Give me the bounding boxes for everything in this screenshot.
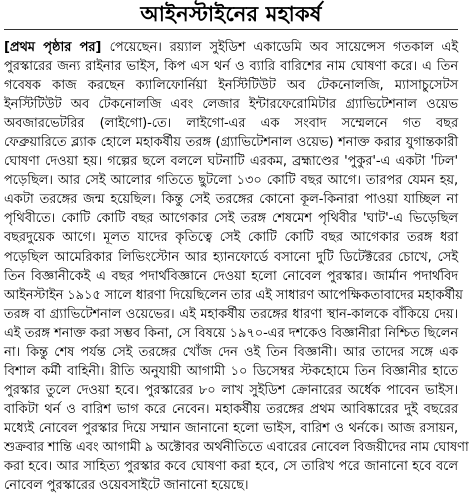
article-line (4, 95, 458, 114)
article-line (4, 190, 458, 209)
article-line (4, 343, 458, 362)
article-line-text: পেয়েছেন। রয়্যাল সুইডিশ একাডেমি অব সায়েন্সেস গতকাল এই (109, 40, 458, 55)
article-line (4, 400, 458, 419)
article-line (4, 38, 458, 57)
article-line (4, 114, 458, 133)
article-line-text: পুরস্কারের জন্য রাইনার ভাইস, কিপ এস থর্ন ও ব্যারি বারিশের নাম ঘোষণা করে। এ তিন (4, 59, 458, 75)
article-line-text: তরঙ্গ বা গ্র্যাভিটেশনাল ওয়েভের। এই মহাকর্ষীয় তরঙ্গের ধারণা স্থান-কালকে বাঁকিয়ে দেয়। (4, 306, 458, 322)
article-line (4, 76, 458, 95)
article-line-text: অবজারভেটরির (লাইগো)-তে। লাইগো-এর এক সংবাদ সম্মেলনে গত বছর (4, 116, 458, 132)
headline-rule (4, 29, 458, 30)
article-line (4, 438, 469, 457)
article-line (4, 248, 458, 267)
article-line-text: নোবেল পুরস্কারের ওয়েবসাইটে জানানো হয়েছে। (4, 478, 249, 494)
article-line-text: গবেষক কাজ করছেন ক্যালিফোর্নিয়া ইনস্টিটিউট অব টেকনোলজি, ম্যাসাচুসেটস (4, 78, 458, 94)
article-line (4, 209, 458, 228)
article-line-text: শুক্রবার শান্তি এবং আগামী ৯ অক্টোবর অর্থনীতিতে এবারের নোবেল বিজয়ীদের নাম ঘোষণা (4, 439, 469, 455)
article-line-text: না। কিন্তু শেষ পর্যন্ত সেই তরঙ্গের খোঁজ দেন ওই তিন বিজ্ঞানী। আর তাদের সঙ্গে এক (4, 344, 458, 360)
article-line (4, 457, 458, 476)
article-line (4, 152, 458, 171)
article-line-text: পুরস্কার তুলে দেওয়া হবে। পুরস্কারের ৮০ লাখ সুইডিশ ক্রোনারের অর্ধেক পাবেন ভাইস। (4, 382, 458, 398)
article-line-text: ফেব্রুয়ারিতে ব্ল্যাক হোলে মহাকর্ষীয় তরঙ্গ (গ্র্যাভিটেশনাল ওয়েভ) শনাক্ত করার যুগান্তকারী (4, 135, 458, 151)
article-line (4, 267, 458, 286)
article-line (4, 419, 458, 438)
article-line-text: পড়েছিল আমেরিকার লিভিংস্টোন আর হ্যানফোর্ডে বসানো দুটি ডিটেক্টরের চোখে, সেই (4, 249, 458, 265)
article-line (4, 324, 458, 343)
article-line (4, 381, 458, 400)
article-line (4, 286, 463, 305)
article-line-text: পৃথিবীতে। কোটি কোটি বছর আগেকার সেই তরঙ্গ শেষমেশ পৃথিবীর 'ঘাট'-এ ভিড়েছিল (4, 211, 458, 227)
article-line (4, 57, 458, 76)
headline (0, 1, 462, 27)
article-line-text: মধ্যেই নোবেল পুরস্কার দিয়ে সম্মান জানানো হলো ভাইস, বারিশ ও থর্নকে। আজ রসায়ন, (4, 420, 458, 436)
article-line-text: ইনস্টিটিউট অব টেকনোলজি এবং লেজার ইন্টারফেরোমিটার গ্র্যাভিটেশনাল ওয়েভ (4, 97, 458, 113)
article-body (4, 38, 469, 494)
article-line (4, 305, 458, 324)
article-line-text: করা হবে। আর সাহিত্য পুরস্কার কবে ঘোষণা করা হবে, সে তারিখ পরে জানানো হবে বলে (4, 459, 458, 475)
article-line-text: বিশাল কর্মী বাহিনী। রীতি অনুযায়ী আগামী ১০ ডিসেম্বর স্টকহোমে তিন বিজ্ঞানীর হাতে (4, 363, 458, 379)
article-line (4, 133, 458, 152)
article-line-text: এই তরঙ্গ শনাক্ত করা সম্ভব কিনা, সে বিষয়ে ১৯৭০-এর দশকেও বিজ্ঞানীরা নিশ্চিত ছিলেন (4, 325, 458, 341)
article-line (4, 228, 458, 247)
continued-from-label: [প্রথম পৃষ্ঠার পর] (4, 40, 110, 55)
article-line-text: বছরদুয়েক আগে। মূলত যাদের কৃতিত্বে সেই কোটি কোটি বছর আগেকার তরঙ্গ ধরা (4, 230, 458, 246)
article-line-text: আইনস্টাইন ১৯১৫ সালে ধারণা দিয়েছিলেন তার এই সাধারণ আপেক্ষিকতাবাদের মহাকর্ষীয় (4, 287, 463, 303)
article-line-text: ঘোষণা দেওয়া হয়। গল্পের ছলে বললে ঘটনাটি এরকম, ব্রহ্মাণ্ডের 'পুকুর'-এ একটা 'ঢিল' (4, 154, 458, 170)
article-line-text: একটা তরঙ্গের জন্ম হয়েছিল। কিন্তু সেই তরঙ্গের কোনো কূল-কিনারা পাওয়া যাচ্ছিল না (4, 192, 458, 208)
article-line-text: তিন বিজ্ঞানীকেই এ বছর পদার্থবিজ্ঞানে দেওয়া হলো নোবেল পুরস্কার। জার্মান পদার্থবিদ (4, 268, 458, 284)
article-line (4, 171, 458, 190)
headline-text: আইনস্টাইনের মহাকর্ষ (134, 2, 327, 26)
article-line (4, 362, 458, 381)
article-line (4, 476, 458, 495)
article-line-text: বাকিটা থর্ন ও বারিশ ভাগ করে নেবেন। মহাকর্ষীয় তরঙ্গের প্রথম আবিষ্কারের দুই বছরের (4, 401, 458, 417)
article-line-text: পড়েছিল। আর সেই আলোর গতিতে ছুটলো ১৩০ কোটি বছর আগে। তারপর যেমন হয়, (4, 173, 458, 189)
